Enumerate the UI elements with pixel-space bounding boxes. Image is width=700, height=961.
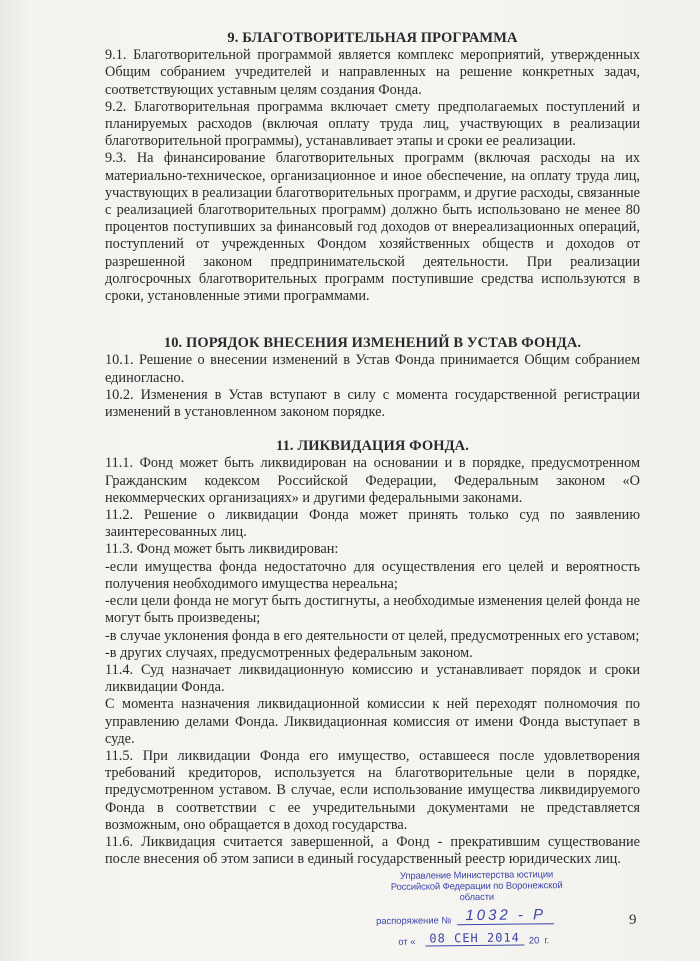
stamp-authority-line: Управление Министерства юстиции [399,868,554,881]
stamp-year-end: г. [544,934,550,946]
list-item-goals-unachievable: -если цели фонда не могут быть достигнуты, а необходимые изменения целей фонда не могут быть произведены; [105,593,640,627]
stamp-date-value: 08 СЕН 2014 [425,931,524,947]
stamp-order-row [376,906,578,926]
paragraph-10-1: 10.1. Решение о внесении изменений в Устав Фонда принимается Общим собранием единогласно. [105,352,640,386]
paragraph-11-2: 11.2. Решение о ликвидации Фонда может принять только суд по заявлению заинтересованных лиц. [105,507,640,541]
list-item-insufficient-property: -если имущества фонда недостаточно для осуществления его целей и вероятность получения необходимого имущества нереальна; [105,558,640,592]
section-heading: 9. БЛАГОТВОРИТЕЛЬНАЯ ПРОГРАММА [227,30,518,46]
paragraph-9-1: 9.1. Благотворительной программой является комплекс мероприятий, утвержденных Общим собранием учредителей и направленных на решение конкретных задач, соответствующих уставным целям создания Фонда. [105,47,640,98]
stamp-date-row [376,930,578,947]
stamp-order-label: распоряжение № [376,914,452,927]
paragraph-11-5: 11.5. При ликвидации Фонда его имущество, оставшееся после удовлетворения требований кредиторов, используется на благотворительные цели в порядке, предусмотренном уставом. В случае, если использование имущества ликвидируемого Фонда в соответствии с ее учредительными документами не представляется возможным, оно обращается в доход государства. [105,747,640,833]
section-charity-program [105,30,640,305]
document-body [105,30,640,868]
paragraph-9-2: 9.2. Благотворительная программа включает смету предполагаемых поступлений и планируемых расходов (включая оплату труда лиц, участвующих в реализации благотворительной программы), устанавливает этапы и сроки ее реализации. [105,98,640,150]
paragraph-11-4: 11.4. Суд назначает ликвидационную комиссию и устанавливает порядок и сроки ликвидации Фонда. [105,661,640,696]
paragraph-11-3: 11.3. Фонд может быть ликвидирован: [105,541,339,558]
section-liquidation [105,438,640,868]
paragraph-11-6: 11.6. Ликвидация считается завершенной, а Фонд - прекратившим существование после внесения об этом записи в единый государственный реестр юридических лиц. [105,833,640,868]
paragraph-11-1: 11.1. Фонд может быть ликвидирован на основании и в порядке, предусмотренном Гражданским кодексом Российской Федерации, Федеральным законом «О некоммерческих организациях» и другими федеральными законами. [105,455,640,506]
stamp-region-line: Российской Федерации по Воронежской области [390,879,563,903]
list-item-deviation-from-goals: -в случае уклонения фонда в его деятельности от целей, предусмотренных его уставом; [105,627,640,644]
page-number: 9 [629,912,637,928]
stamp-year-suffix: 20 [528,934,540,946]
stamp-from-label: от « [398,935,416,947]
list-item-other-cases: -в других случаях, предусмотренных федеральным законом. [105,644,473,661]
section-charter-amendments [105,335,640,421]
paragraph-9-3: 9.3. На финансирование благотворительных программ (включая расходы на их материально-техническое, организационное и иное обеспечение, на оплату труда лиц, участвующих в реализации благотворительных программ, и другие расходы, связанные с реализацией благотворительных программ) должно быть использовано не менее 80 процентов поступивших за финансовый год доходов от внереализационных операций, поступлений от учрежденных Фондом хозяйственных обществ и доходов от разрешенной законом предпринимательской деятельности. При реализации долгосрочных благотворительных программ поступившие средства используются в сроки, установленные этими программами. [105,150,640,305]
section-heading: 10. ПОРЯДОК ВНЕСЕНИЯ ИЗМЕНЕНИЙ В УСТАВ ФОНДА. [163,335,582,352]
stamp-order-number: 1032 - Р [457,906,554,925]
paragraph-commission-powers: С момента назначения ликвидационной комиссии к ней переходят полномочия по управлению делами Фонда. Ликвидационная комиссия от имени Фонда выступает в суде. [105,696,640,747]
registration-stamp [376,868,579,960]
paragraph-10-2: 10.2. Изменения в Устав вступают в силу с момента государственной регистрации изменений в установленном законом порядке. [105,386,640,421]
section-heading: 11. ЛИКВИДАЦИЯ ФОНДА. [276,438,469,455]
